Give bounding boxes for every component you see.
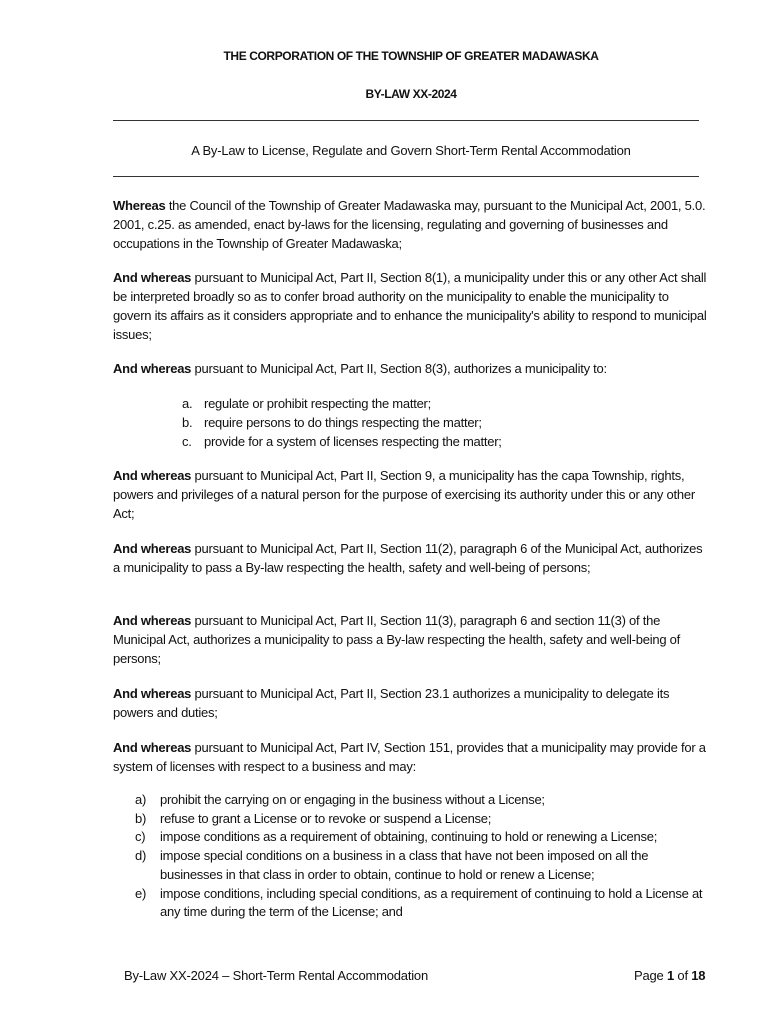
- list-item-text: impose special conditions on a business in a class that have not been imposed on all the businesses in that class in order to obtain, continue to hold or renew a License;: [160, 848, 649, 882]
- paragraph-lead: And whereas: [113, 541, 192, 556]
- list-marker: a.: [182, 396, 193, 411]
- list-item: [135, 847, 705, 884]
- document-title: A By-Law to License, Regulate and Govern Short-Term Rental Accommodation: [191, 143, 631, 158]
- list-marker: a): [135, 792, 147, 807]
- list-item: [135, 791, 705, 810]
- list-item: [135, 828, 705, 847]
- whereas-paragraph: [113, 611, 707, 668]
- license-powers-list: [135, 791, 705, 922]
- whereas-paragraph: [113, 684, 707, 722]
- whereas-paragraph: [113, 196, 707, 253]
- whereas-paragraph: [113, 539, 707, 577]
- paragraph-text: pursuant to Municipal Act, Part II, Section 9, a municipality has the capa Township, rights, powers and privileges of a natural person for the purpose of exercising its authority under this or any other Act;: [113, 468, 695, 521]
- list-item-text: require persons to do things respecting the matter;: [204, 415, 482, 430]
- whereas-paragraph: [113, 268, 707, 344]
- list-marker: c.: [182, 434, 192, 449]
- whereas-paragraph: [113, 359, 707, 378]
- list-item: [182, 394, 702, 413]
- corporation-heading: THE CORPORATION OF THE TOWNSHIP OF GREATER MADAWASKA: [223, 49, 599, 63]
- paragraph-text: the Council of the Township of Greater Madawaska may, pursuant to the Municipal Act, 2001, 5.0. 2001, c.25. as amended, enact by-laws for the licensing, regulating and governing of businesses and occupations in the Township of Greater Madawaska;: [113, 198, 706, 251]
- list-item-text: provide for a system of licenses respecting the matter;: [204, 434, 502, 449]
- paragraph-text: pursuant to Municipal Act, Part II, Section 11(3), paragraph 6 and section 11(3) of the Municipal Act, authorizes a municipality to pass a By-law respecting the health, safety and well-being of persons;: [113, 613, 681, 666]
- footer-document-title: By-Law XX-2024 – Short-Term Rental Accommodation: [124, 968, 428, 983]
- paragraph-lead: And whereas: [113, 270, 192, 285]
- list-marker: b): [135, 810, 147, 826]
- page-current: 1: [666, 968, 675, 983]
- list-item-text: refuse to grant a License or to revoke or suspend a License;: [160, 810, 492, 826]
- paragraph-lead: And whereas: [113, 613, 192, 628]
- page-of: of: [674, 968, 692, 983]
- paragraph-text: pursuant to Municipal Act, Part II, Section 8(3), authorizes a municipality to:: [191, 361, 607, 376]
- page-number: [634, 968, 705, 983]
- title-rule: [113, 176, 699, 177]
- list-marker: b.: [182, 415, 193, 430]
- list-item-text: regulate or prohibit respecting the matter;: [204, 396, 431, 411]
- page-total: 18: [691, 968, 706, 983]
- paragraph-lead: Whereas: [113, 198, 166, 213]
- list-item: [135, 810, 705, 829]
- paragraph-lead: And whereas: [113, 468, 192, 483]
- paragraph-text: pursuant to Municipal Act, Part II, Section 23.1 authorizes a municipality to delegate its powers and duties;: [113, 686, 670, 720]
- page-prefix: Page: [634, 968, 667, 983]
- list-item-text: impose conditions as a requirement of obtaining, continuing to hold or renewing a License;: [160, 829, 658, 845]
- paragraph-lead: And whereas: [113, 740, 192, 755]
- paragraph-lead: And whereas: [113, 361, 192, 376]
- bylaw-number: BY-LAW XX-2024: [365, 87, 457, 101]
- list-marker: e): [135, 885, 147, 901]
- list-item-text: prohibit the carrying on or engaging in the business without a License;: [160, 792, 545, 807]
- list-item: [135, 885, 705, 922]
- whereas-paragraph: [113, 466, 707, 523]
- list-item: [182, 432, 702, 451]
- list-item: [182, 413, 702, 432]
- whereas-paragraph: [113, 738, 707, 776]
- list-item-text: impose conditions, including special conditions, as a requirement of continuing to hold a License at any time during the term of the License; and: [160, 885, 703, 920]
- list-marker: c): [135, 829, 146, 845]
- top-rule: [113, 120, 699, 121]
- paragraph-text: pursuant to Municipal Act, Part II, Section 11(2), paragraph 6 of the Municipal Act, authorizes a municipality to pass a By-law respecting the health, safety and well-being of persons;: [113, 541, 703, 575]
- list-marker: d): [135, 848, 147, 864]
- paragraph-text: pursuant to Municipal Act, Part IV, Section 151, provides that a municipality may provide for a system of licenses with respect to a business and may:: [113, 740, 706, 774]
- authorities-list: [182, 394, 702, 451]
- paragraph-lead: And whereas: [113, 686, 192, 701]
- paragraph-text: pursuant to Municipal Act, Part II, Section 8(1), a municipality under this or any other Act shall be interpreted broadly so as to confer broad authority on the municipality to enable the municipality to govern its affairs as it considers appropriate and to enhance the municipality's ability to respond to municipal issues;: [113, 270, 707, 342]
